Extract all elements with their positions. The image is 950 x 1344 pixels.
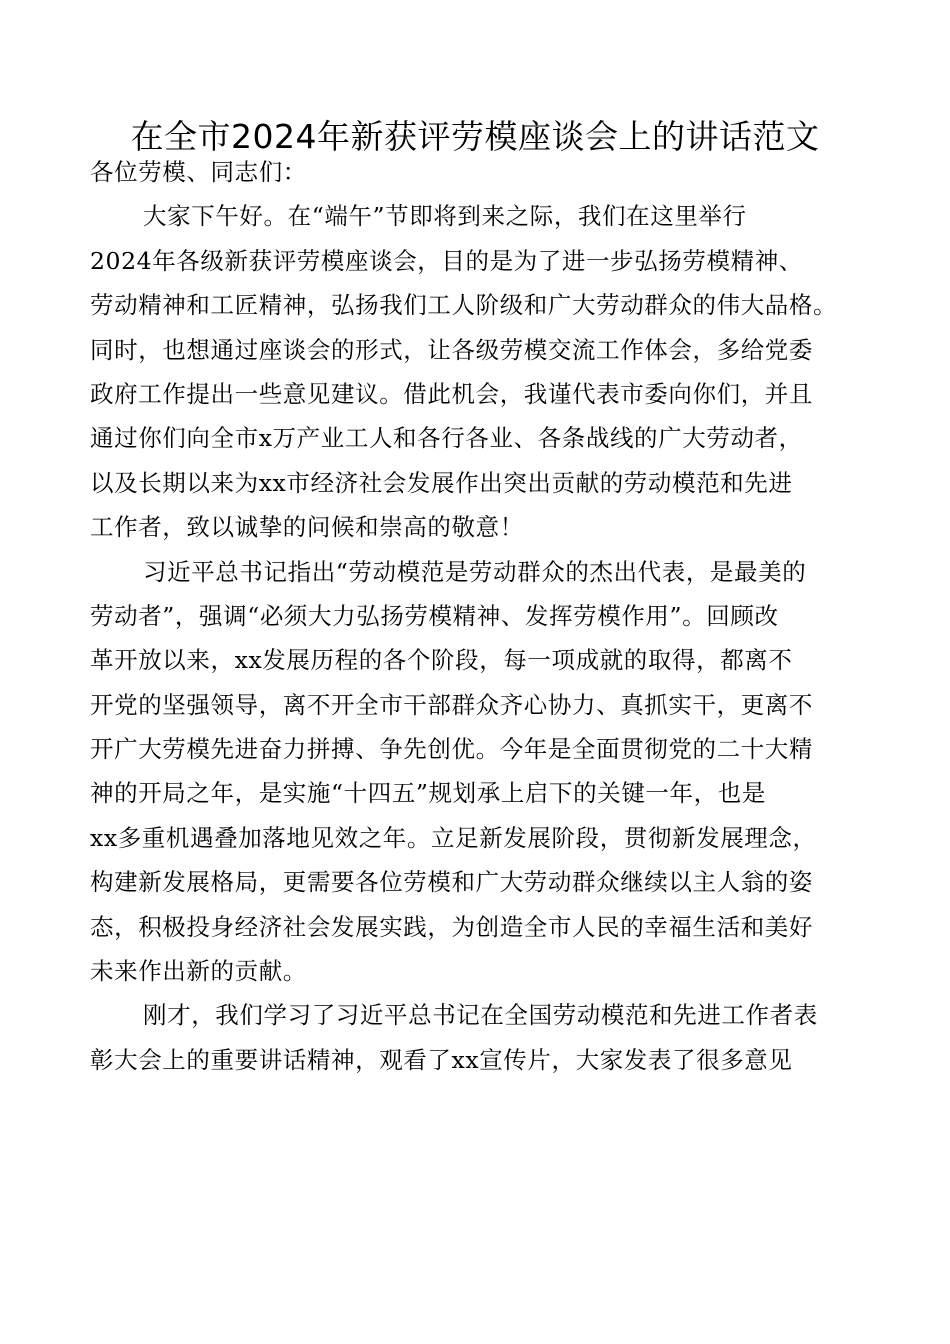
paragraph-line: xx多重机遇叠加落地见效之年。立足新发展阶段，贯彻新发展理念， (90, 823, 817, 852)
paragraph-line: 开广大劳模先进奋力拼搏、争先创优。今年是全面贯彻党的二十大精 (90, 735, 813, 764)
paragraph-line: 通过你们向全市x万产业工人和各行各业、各条战线的广大劳动者， (90, 424, 803, 453)
paragraph-line: 态，积极投身经济社会发展实践，为创造全市人民的幸福生活和美好 (90, 912, 813, 941)
paragraph-line: 大家下午好。在“端午”节即将到来之际，我们在这里举行 (143, 202, 747, 231)
paragraph-1 (90, 194, 880, 549)
paragraph-line: 习近平总书记指出“劳动模范是劳动群众的杰出代表，是最美的 (143, 557, 807, 586)
paragraph-line: 同时，也想通过座谈会的形式，让各级劳模交流工作体会，多给党委 (90, 335, 813, 364)
paragraph-2 (90, 550, 880, 994)
document-body (90, 150, 880, 1082)
paragraph-3 (90, 993, 880, 1082)
paragraph-line: 刚才，我们学习了习近平总书记在全国劳动模范和先进工作者表 (143, 1001, 818, 1030)
paragraph-line: 革开放以来，xx发展历程的各个阶段，每一项成就的取得，都离不 (90, 646, 793, 675)
paragraph-line: 神的开局之年，是实施“十四五”规划承上启下的关键一年，也是 (90, 779, 766, 808)
paragraph-line: 开党的坚强领导，离不开全市干部群众齐心协力、真抓实干，更离不 (90, 690, 813, 719)
paragraph-line: 劳动精神和工匠精神，弘扬我们工人阶级和广大劳动群众的伟大品格。 (90, 291, 838, 320)
salutation: 各位劳模、同志们： (90, 158, 307, 186)
document-title: 在全市2024年新获评劳模座谈会上的讲话范文 (130, 117, 820, 156)
paragraph-line: 工作者，致以诚挚的问候和崇高的敬意！ (90, 513, 524, 542)
paragraph-line: 2024年各级新获评劳模座谈会，目的是为了进一步弘扬劳模精神、 (90, 246, 803, 275)
paragraph-line: 彰大会上的重要讲话精神，观看了xx宣传片，大家发表了很多意见 (90, 1045, 793, 1074)
paragraph-line: 未来作出新的贡献。 (90, 957, 307, 986)
paragraph-line: 劳动者”，强调“必须大力弘扬劳模精神、发挥劳模作用”。回顾改 (90, 601, 779, 630)
paragraph-line: 以及长期以来为xx市经济社会发展作出突出贡献的劳动模范和先进 (90, 468, 793, 497)
paragraph-line: 政府工作提出一些意见建议。借此机会，我谨代表市委向你们，并且 (90, 379, 813, 408)
paragraph-line: 构建新发展格局，更需要各位劳模和广大劳动群众继续以主人翁的姿 (90, 868, 813, 897)
